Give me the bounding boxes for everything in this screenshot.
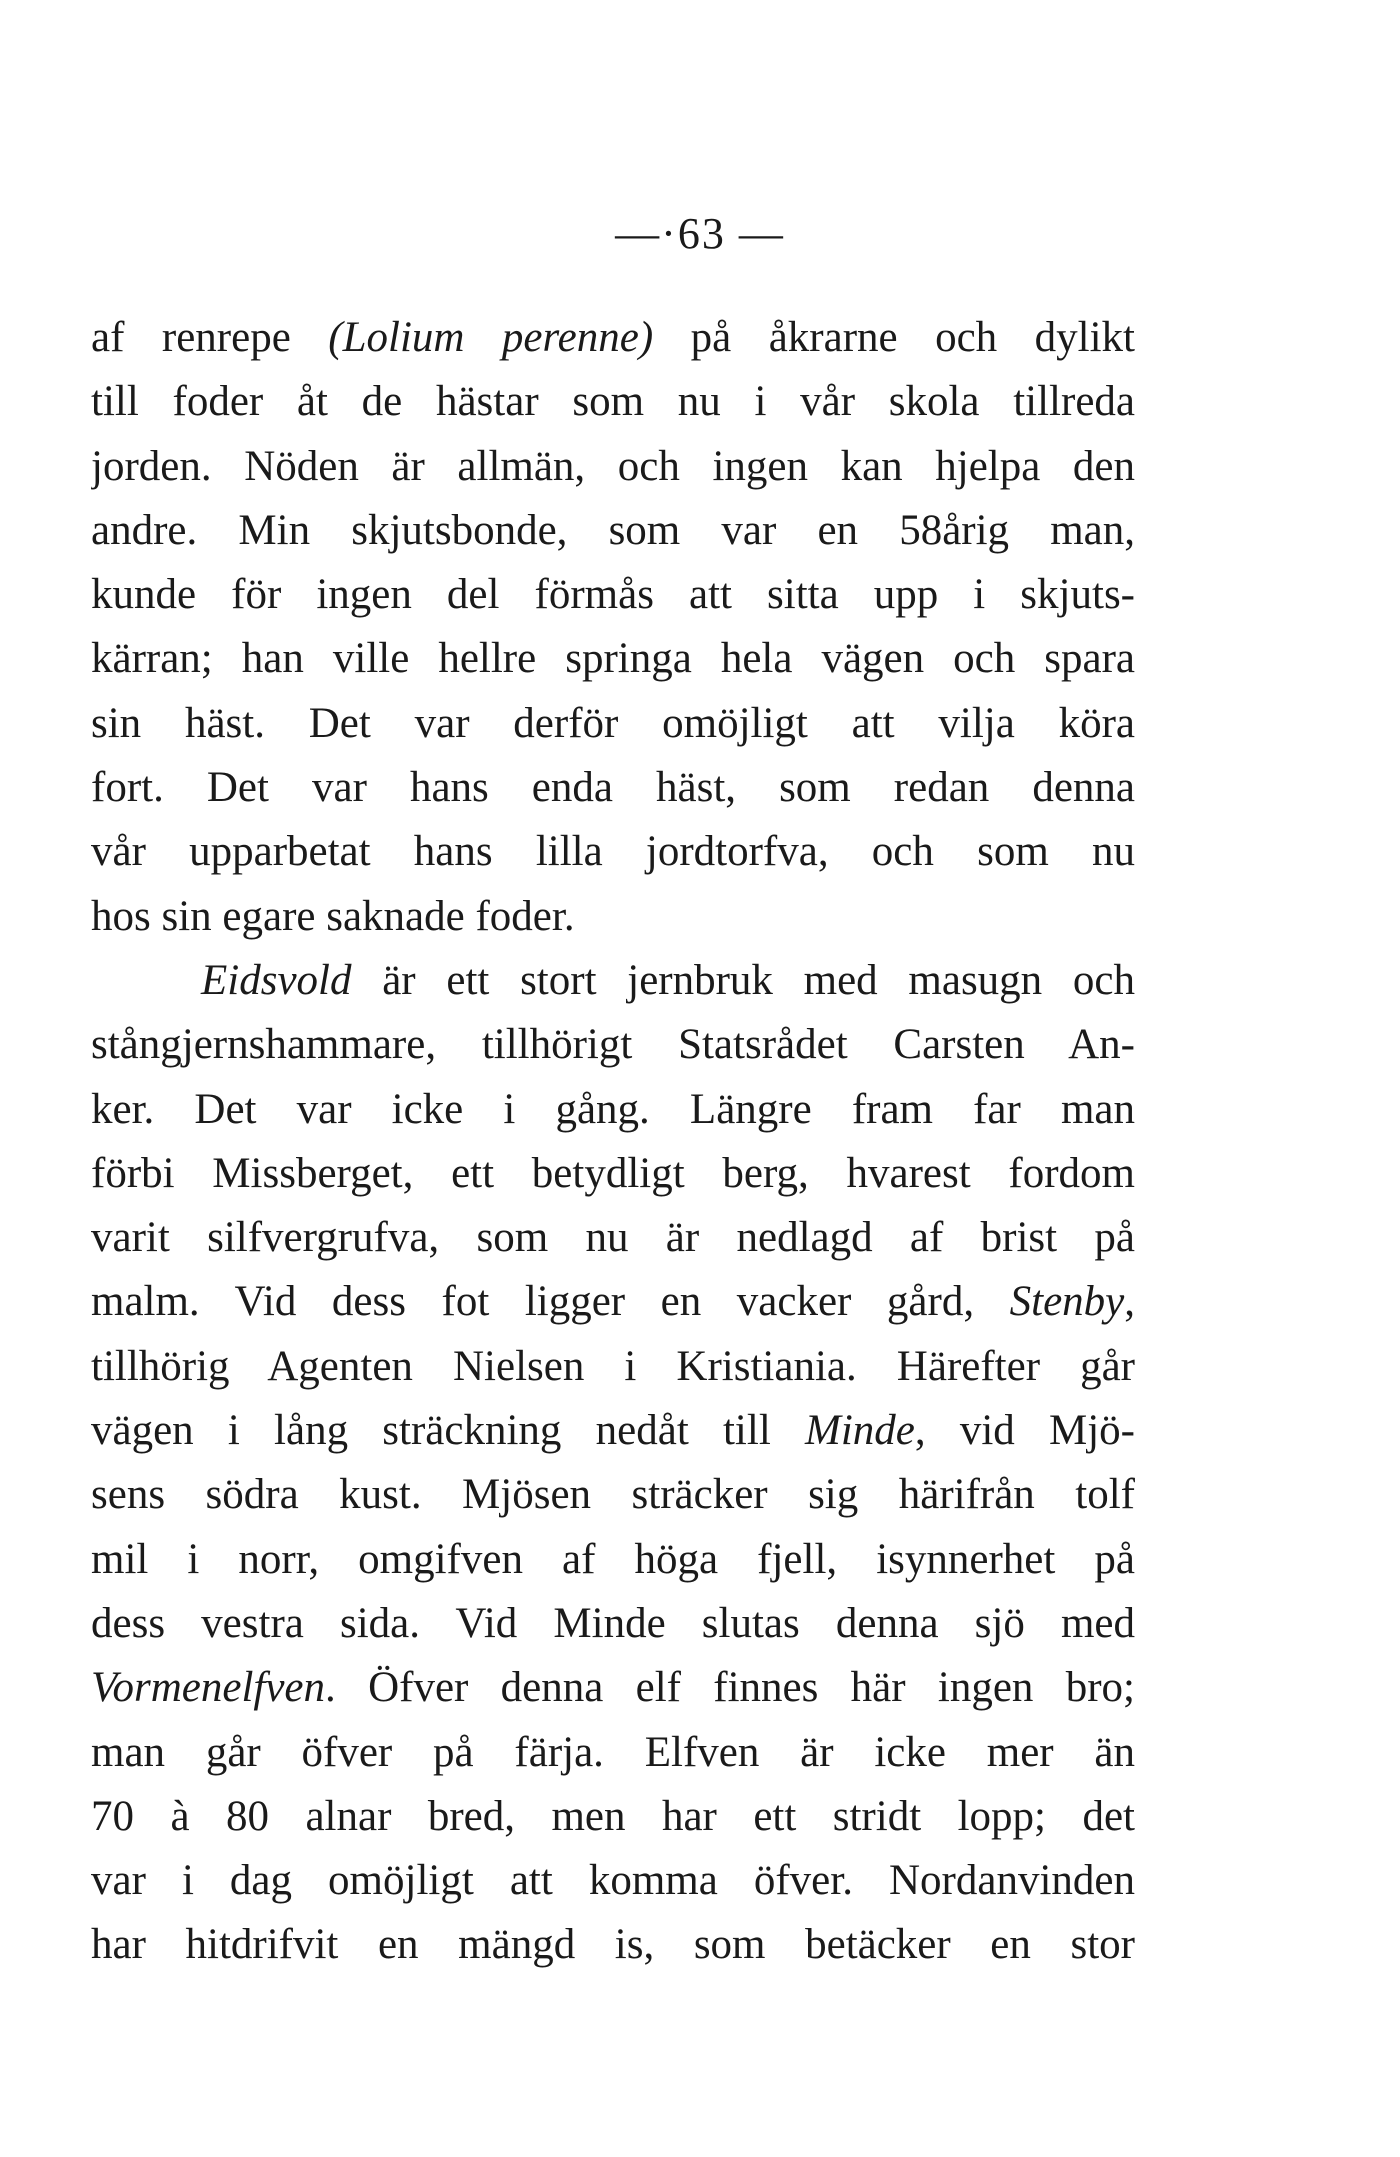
- text-line: andre. Min skjutsbonde, som var en 58årig man,: [91, 506, 1135, 554]
- text-line: till foder åt de hästar som nu i vår skola tillreda: [91, 378, 1135, 426]
- text-line: varit silfvergrufva, som nu är nedlagd af brist på: [91, 1214, 1135, 1262]
- text-line: var i dag omöjligt att komma öfver. Nordanvinden: [91, 1857, 1135, 1905]
- italic-name: Stenby: [1009, 1278, 1125, 1326]
- paragraph-1: [91, 306, 1135, 949]
- italic-name: Vormenelfven: [91, 1664, 326, 1712]
- text-line: jorden. Nöden är allmän, och ingen kan hjelpa den: [91, 442, 1135, 490]
- italic-name: Minde: [805, 1407, 915, 1455]
- text-line: af renrepe (Lolium perenne) på åkrarne och dylikt: [91, 314, 1135, 361]
- text-line: vägen i lång sträckning nedåt till Minde, vid Mjö-: [91, 1407, 1135, 1455]
- text-line: vår upparbetat hans lilla jordtorfva, och som nu: [91, 828, 1135, 876]
- text-line: Eidsvold är ett stort jernbruk med masugn och: [201, 956, 1135, 1004]
- text-line: dess vestra sida. Vid Minde slutas denna sjö med: [91, 1599, 1135, 1647]
- text-line: Vormenelfven. Öfver denna elf finnes här ingen bro;: [91, 1664, 1135, 1712]
- page-number: —·63 —: [615, 209, 785, 258]
- italic-name: (Lolium perenne): [328, 314, 654, 361]
- italic-name: Eidsvold: [201, 956, 352, 1004]
- text-line: hos sin egare saknade foder.: [91, 892, 575, 940]
- text-line: 70 à 80 alnar bred, men har ett stridt lopp; det: [91, 1792, 1135, 1840]
- text-line: har hitdrifvit en mängd is, som betäcker en stor: [91, 1921, 1135, 1969]
- paragraph-2: [91, 949, 1135, 1978]
- text-line: man går öfver på färja. Elfven är icke mer än: [91, 1728, 1135, 1776]
- text-line: kärran; han ville hellre springa hela vägen och spara: [91, 635, 1135, 683]
- body-text: [91, 306, 1135, 1978]
- text-line: mil i norr, omgifven af höga fjell, isynnerhet på: [91, 1535, 1135, 1583]
- text-line: förbi Missberget, ett betydligt berg, hvarest fordom: [91, 1149, 1135, 1197]
- text-line: ker. Det var icke i gång. Längre fram far man: [91, 1085, 1135, 1133]
- text-line: sin häst. Det var derför omöjligt att vilja köra: [91, 699, 1135, 747]
- text-line: fort. Det var hans enda häst, som redan denna: [91, 764, 1135, 812]
- text-line: stångjernshammare, tillhörigt Statsrådet Carsten An-: [91, 1021, 1135, 1069]
- text-line: sens södra kust. Mjösen sträcker sig härifrån tolf: [91, 1471, 1135, 1519]
- text-line: kunde för ingen del förmås att sitta upp i skjuts-: [91, 571, 1135, 619]
- text-line: malm. Vid dess fot ligger en vacker gård, Stenby,: [91, 1278, 1135, 1326]
- text-line: tillhörig Agenten Nielsen i Kristiania. Härefter går: [91, 1342, 1135, 1390]
